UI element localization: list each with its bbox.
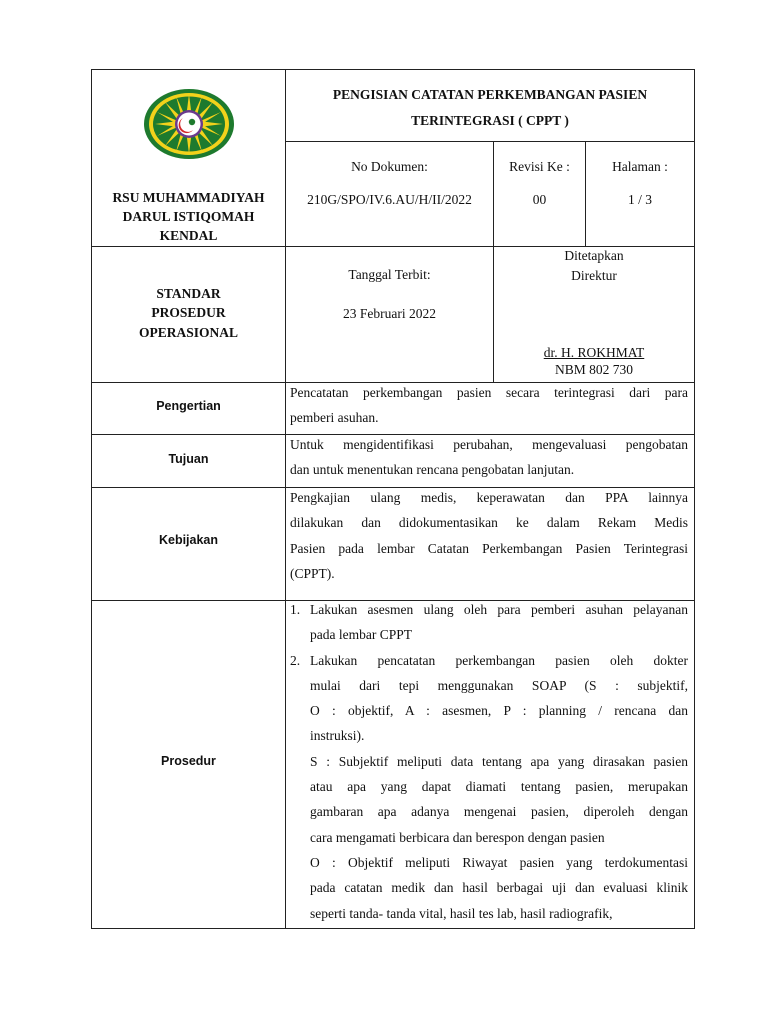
no-dokumen-label: No Dokumen:	[351, 159, 428, 174]
kebijakan-line: dilakukan dan didokumentasikan ke dalam Rekam Medis	[290, 515, 688, 531]
prosedur-line: Lakukan pencatatan perkembangan pasien oleh dokter	[310, 652, 688, 668]
kebijakan-label: Kebijakan	[158, 533, 219, 547]
kebijakan-text	[290, 485, 688, 586]
prosedur-line: O : Objektif meliputi Riwayat pasien yang terdokumentasi	[310, 854, 688, 870]
tujuan-line: Untuk mengidentifikasi perubahan, mengevaluasi pengobatan	[290, 437, 688, 452]
tujuan-text	[290, 432, 688, 483]
direktur-label: Direktur	[571, 268, 617, 283]
tujuan-label: Tujuan	[168, 452, 209, 466]
revisi-value: 00	[532, 192, 547, 207]
prosedur-item	[290, 597, 688, 648]
ditetapkan-label: Ditetapkan	[564, 248, 624, 263]
signer-nbm: NBM 802 730	[554, 362, 633, 377]
prosedur-item	[290, 648, 688, 749]
prosedur-line: cara mengamati berbicara dan berespon dengan pasien	[310, 829, 605, 845]
halaman-label: Halaman :	[612, 159, 668, 174]
spo-label-line3: OPERASIONAL	[138, 325, 238, 340]
tujuan-line: dan untuk menentukan rencana pengobatan lanjutan.	[290, 462, 575, 478]
pengertian-label: Pengertian	[156, 399, 221, 413]
prosedur-line: seperti tanda- tanda vital, hasil tes lab, hasil radiografik,	[310, 905, 613, 921]
prosedur-line: S : Subjektif meliputi data tentang apa yang dirasakan pasien	[310, 753, 688, 769]
document-title-line1: PENGISIAN CATATAN PERKEMBANGAN PASIEN	[332, 87, 648, 102]
document-title-line2: TERINTEGRASI ( CPPT )	[411, 113, 569, 128]
spo-label-line2: PROSEDUR	[151, 305, 226, 320]
hospital-name-line2: DARUL ISTIQOMAH	[122, 209, 255, 224]
prosedur-line: Lakukan asesmen ulang oleh para pemberi asuhan pelayanan	[310, 602, 688, 617]
revisi-label: Revisi Ke :	[509, 159, 570, 174]
prosedur-item-number: 1.	[290, 602, 301, 617]
prosedur-subjektif	[290, 749, 688, 850]
prosedur-line: O : objektif, A : asesmen, P : planning / rencana dan	[310, 703, 688, 719]
kebijakan-line: Pasien pada lembar Catatan Perkembangan Pasien Terintegrasi	[290, 540, 688, 556]
tanggal-terbit-value: 23 Februari 2022	[343, 306, 436, 321]
no-dokumen-value: 210G/SPO/IV.6.AU/H/II/2022	[307, 192, 472, 207]
pengertian-line: pemberi asuhan.	[290, 410, 379, 426]
halaman-value: 1 / 3	[627, 192, 652, 207]
pengertian-text	[290, 380, 688, 431]
prosedur-label: Prosedur	[161, 754, 216, 768]
prosedur-objektif	[290, 850, 688, 926]
pengertian-line: Pencatatan perkembangan pasien secara terintegrasi dari para	[290, 385, 688, 400]
prosedur-line: mulai dari tepi menggunakan SOAP (S : subjektif,	[310, 677, 688, 693]
tanggal-terbit-label: Tanggal Terbit:	[348, 267, 431, 282]
prosedur-line: atau apa yang dapat diamati tentang pasien, merupakan	[310, 779, 688, 795]
hospital-name-line3: KENDAL	[159, 228, 218, 243]
prosedur-line: gambaran apa adanya mengenai pasien, diperoleh dengan	[310, 804, 688, 820]
muhammadiyah-logo-icon	[143, 88, 235, 160]
kebijakan-line: (CPPT).	[290, 565, 335, 581]
kebijakan-line: Pengkajian ulang medis, keperawatan dan PPA lainnya	[290, 490, 688, 505]
prosedur-line: instruksi).	[310, 728, 365, 744]
prosedur-text	[290, 597, 688, 926]
prosedur-line: pada catatan medik dan hasil berbagai uji dan evaluasi klinik	[310, 880, 688, 896]
prosedur-line: pada lembar CPPT	[310, 627, 412, 643]
signer-name: dr. H. ROKHMAT	[543, 345, 645, 360]
prosedur-item-number: 2.	[290, 652, 301, 668]
spo-label-line1: STANDAR	[156, 286, 221, 301]
hospital-name-line1: RSU MUHAMMADIYAH	[112, 190, 265, 205]
